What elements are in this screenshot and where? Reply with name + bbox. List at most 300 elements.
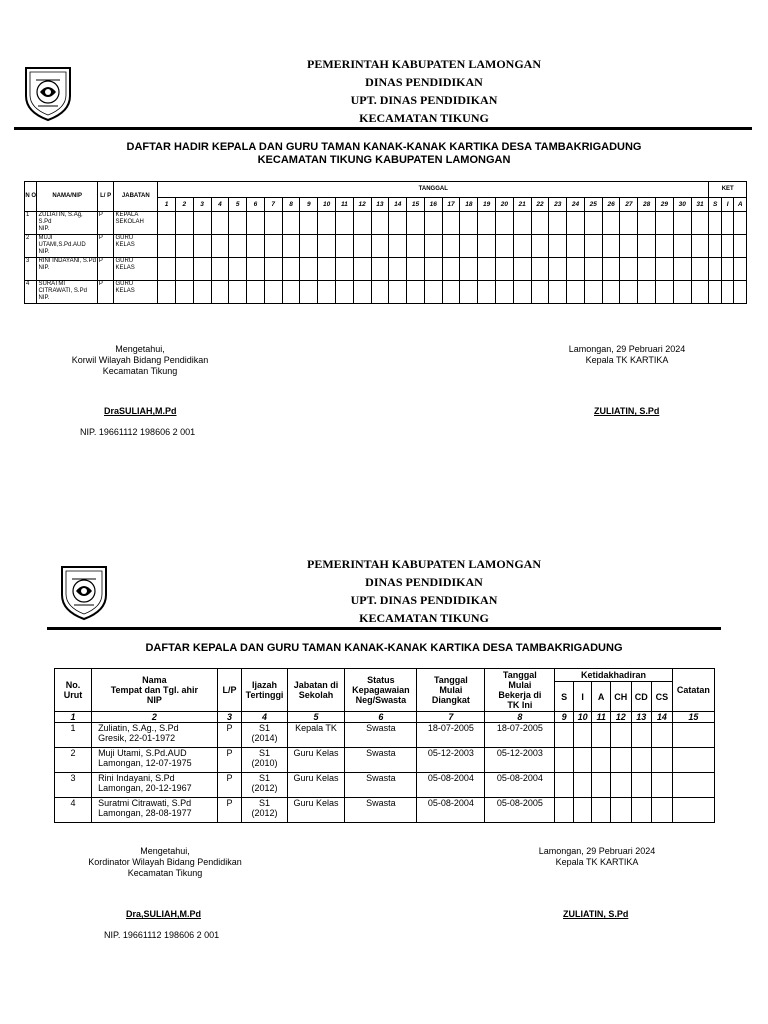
- attendance-cell[interactable]: [584, 212, 602, 235]
- attendance-cell[interactable]: [513, 281, 531, 304]
- letterhead: [0, 55, 768, 127]
- attendance-title-line-1: DAFTAR HADIR KEPALA DAN GURU TAMAN KANAK-KANAK KARTIKA DESA TAMBAKRIGADUNG: [126, 141, 642, 153]
- staff-nama-text: Muji Utami, S.Pd.AUD: [98, 748, 187, 758]
- attendance-cell[interactable]: [691, 235, 709, 258]
- attendance-cell[interactable]: [478, 281, 496, 304]
- attendance-cell[interactable]: [602, 212, 620, 235]
- attendance-cell[interactable]: [721, 281, 733, 304]
- row-no: 3: [25, 258, 37, 281]
- attendance-cell[interactable]: [175, 212, 193, 235]
- attendance-cell[interactable]: [247, 235, 265, 258]
- attendance-cell[interactable]: [478, 235, 496, 258]
- ket-s-header: S: [709, 198, 721, 212]
- attendance-cell[interactable]: [282, 258, 300, 281]
- attendance-cell[interactable]: [407, 235, 425, 258]
- attendance-cell[interactable]: [602, 281, 620, 304]
- attendance-cell[interactable]: [638, 212, 656, 235]
- attendance-cell[interactable]: [371, 281, 389, 304]
- attendance-cell[interactable]: [691, 258, 709, 281]
- attendance-cell[interactable]: [584, 235, 602, 258]
- day-header: 12: [353, 198, 371, 212]
- attendance-cell[interactable]: [531, 281, 549, 304]
- attendance-cell[interactable]: [229, 212, 247, 235]
- attendance-cell[interactable]: [211, 258, 229, 281]
- day-header: 1: [158, 198, 176, 212]
- letterhead-2-line-1: PEMERINTAH KABUPATEN LAMONGAN: [307, 557, 541, 571]
- s1-right-line-2: Kepala TK KARTIKA: [585, 355, 669, 365]
- staff-attendance-cell[interactable]: [555, 748, 574, 773]
- attendance-cell[interactable]: [442, 281, 460, 304]
- attendance-cell[interactable]: [567, 258, 585, 281]
- attendance-title-line-2: KECAMATAN TIKUNG KABUPATEN LAMONGAN: [257, 154, 511, 166]
- attendance-cell[interactable]: [709, 281, 721, 304]
- s2-left-signer: Dra,SULIAH,M.Pd: [126, 909, 202, 919]
- staff-tgl-bekerja: 05-08-2005: [485, 798, 555, 823]
- staff-attendance-cell[interactable]: [592, 798, 611, 823]
- attendance-cell[interactable]: [282, 281, 300, 304]
- day-header: 21: [513, 198, 531, 212]
- staff-attendance-cell[interactable]: [573, 748, 592, 773]
- attendance-row: [25, 212, 747, 235]
- staff-ttl: Gresik, 22-01-1972: [98, 733, 176, 743]
- staff-jabatan: Guru Kelas: [287, 748, 345, 773]
- col2-nama: Nama Tempat dan Tgl. ahir NIP: [92, 669, 218, 712]
- staff-row: [55, 748, 715, 773]
- staff-ijazah-level: S1: [259, 723, 271, 733]
- attendance-cell[interactable]: [353, 281, 371, 304]
- staff-attendance-cell[interactable]: [610, 748, 631, 773]
- row-nama: [37, 258, 97, 281]
- staff-ttl: Lamongan, 12-07-1975: [98, 758, 192, 768]
- column-number: 7: [417, 712, 485, 723]
- day-header: 3: [193, 198, 211, 212]
- row-jabatan-1: GURU: [115, 281, 134, 287]
- attendance-cell[interactable]: [318, 258, 336, 281]
- staff-ijazah: [242, 773, 287, 798]
- col-ket: KET: [709, 182, 747, 198]
- attendance-cell[interactable]: [211, 281, 229, 304]
- day-header: 17: [442, 198, 460, 212]
- attendance-cell[interactable]: [371, 235, 389, 258]
- attendance-cell[interactable]: [656, 235, 674, 258]
- attendance-cell[interactable]: [158, 212, 176, 235]
- staff-tgl-diangkat: 05-12-2003: [417, 748, 485, 773]
- attendance-cell[interactable]: [549, 281, 567, 304]
- attendance-cell[interactable]: [734, 212, 747, 235]
- row-nip: NIP.: [38, 265, 50, 271]
- staff-attendance-cell[interactable]: [592, 748, 611, 773]
- column-number: 9: [555, 712, 574, 723]
- day-header: 18: [460, 198, 478, 212]
- row-nip: NIP.: [38, 249, 50, 255]
- attendance-cell[interactable]: [584, 281, 602, 304]
- attendance-cell[interactable]: [721, 258, 733, 281]
- attendance-cell[interactable]: [478, 212, 496, 235]
- attendance-cell[interactable]: [513, 258, 531, 281]
- attendance-cell[interactable]: [721, 235, 733, 258]
- attendance-cell[interactable]: [709, 212, 721, 235]
- attendance-cell[interactable]: [549, 212, 567, 235]
- attendance-cell[interactable]: [353, 235, 371, 258]
- attendance-cell[interactable]: [229, 258, 247, 281]
- staff-attendance-cell[interactable]: [631, 773, 652, 798]
- attendance-cell[interactable]: [175, 281, 193, 304]
- ket-a-header: A: [734, 198, 747, 212]
- staff-nama: [92, 798, 218, 823]
- row-no: 4: [25, 281, 37, 304]
- attendance-cell[interactable]: [389, 281, 407, 304]
- attendance-cell[interactable]: [567, 212, 585, 235]
- staff-attendance-cell[interactable]: [610, 773, 631, 798]
- attendance-cell[interactable]: [424, 258, 442, 281]
- day-header: 10: [318, 198, 336, 212]
- row-jabatan-2: SEKOLAH: [115, 219, 144, 225]
- staff-attendance-cell[interactable]: [610, 723, 631, 748]
- row-jabatan: [114, 281, 158, 304]
- day-header: 14: [389, 198, 407, 212]
- attendance-cell[interactable]: [531, 258, 549, 281]
- staff-row: [55, 798, 715, 823]
- day-header: 24: [567, 198, 585, 212]
- staff-attendance-cell[interactable]: [631, 748, 652, 773]
- day-header: 19: [478, 198, 496, 212]
- attendance-cell[interactable]: [584, 258, 602, 281]
- day-header: 13: [371, 198, 389, 212]
- attendance-cell[interactable]: [734, 235, 747, 258]
- staff-status: Swasta: [345, 723, 417, 748]
- attendance-cell[interactable]: [691, 281, 709, 304]
- attendance-cell[interactable]: [193, 281, 211, 304]
- staff-attendance-cell[interactable]: [555, 798, 574, 823]
- staff-row: [55, 723, 715, 748]
- col2-ijazah: Ijazah Tertinggi: [242, 669, 287, 712]
- staff-ijazah: [242, 748, 287, 773]
- staff-attendance-cell[interactable]: [672, 723, 714, 748]
- staff-lp: P: [217, 798, 242, 823]
- row-jabatan-1: GURU: [115, 258, 134, 264]
- attendance-cell[interactable]: [264, 281, 282, 304]
- attendance-table: [24, 181, 747, 304]
- col2-jabatan: Jabatan di Sekolah: [287, 669, 345, 712]
- letterhead-rule-2: [47, 627, 721, 630]
- attendance-cell[interactable]: [264, 235, 282, 258]
- col2-ketidakhadiran: Ketidakhadiran: [555, 669, 672, 682]
- attendance-cell[interactable]: [318, 281, 336, 304]
- column-number-row: [55, 712, 715, 723]
- attendance-cell[interactable]: [549, 258, 567, 281]
- attendance-cell[interactable]: [407, 281, 425, 304]
- attendance-cell[interactable]: [460, 235, 478, 258]
- staff-ttl: Lamongan, 20-12-1967: [98, 783, 192, 793]
- attendance-cell[interactable]: [264, 258, 282, 281]
- attendance-cell[interactable]: [158, 258, 176, 281]
- staff-attendance-cell[interactable]: [631, 723, 652, 748]
- attendance-cell[interactable]: [193, 258, 211, 281]
- staff-nama: [92, 773, 218, 798]
- letterhead-line-3: UPT. DINAS PENDIDIKAN: [350, 93, 498, 107]
- attendance-cell[interactable]: [247, 281, 265, 304]
- staff-attendance-cell[interactable]: [555, 773, 574, 798]
- attendance-cell[interactable]: [335, 281, 353, 304]
- attendance-cell[interactable]: [300, 212, 318, 235]
- attendance-cell[interactable]: [193, 212, 211, 235]
- staff-attendance-cell[interactable]: [555, 723, 574, 748]
- attendance-cell[interactable]: [620, 212, 638, 235]
- day-header: 5: [229, 198, 247, 212]
- letterhead-line-1: PEMERINTAH KABUPATEN LAMONGAN: [307, 57, 541, 71]
- col2-tgl-diangkat: Tanggal Mulai Diangkat: [417, 669, 485, 712]
- day-header: 2: [175, 198, 193, 212]
- attendance-cell[interactable]: [531, 212, 549, 235]
- attendance-cell[interactable]: [734, 258, 747, 281]
- attendance-cell[interactable]: [353, 258, 371, 281]
- row-nama-text: ZULIATIN, S.Ag, S.Pd: [38, 212, 83, 225]
- attendance-cell[interactable]: [158, 281, 176, 304]
- col2-ch: CH: [610, 682, 631, 712]
- attendance-cell[interactable]: [567, 281, 585, 304]
- col2-no: No. Urut: [55, 669, 92, 712]
- row-nama: [37, 281, 97, 304]
- attendance-cell[interactable]: [734, 281, 747, 304]
- col2-s: S: [555, 682, 574, 712]
- staff-ijazah: [242, 723, 287, 748]
- attendance-cell[interactable]: [175, 258, 193, 281]
- attendance-cell[interactable]: [158, 235, 176, 258]
- attendance-cell[interactable]: [656, 212, 674, 235]
- attendance-cell[interactable]: [638, 281, 656, 304]
- attendance-cell[interactable]: [264, 212, 282, 235]
- staff-ijazah: [242, 798, 287, 823]
- s2-left-line-2: Kordinator Wilayah Bidang Pendidikan: [88, 857, 242, 867]
- letterhead-line-4: KECAMATAN TIKUNG: [359, 111, 489, 125]
- staff-attendance-cell[interactable]: [631, 798, 652, 823]
- attendance-cell[interactable]: [673, 281, 691, 304]
- attendance-cell[interactable]: [620, 258, 638, 281]
- column-number: 13: [631, 712, 652, 723]
- attendance-cell[interactable]: [335, 212, 353, 235]
- row-jabatan-1: KEPALA: [115, 212, 139, 218]
- staff-ijazah-year: (2014): [251, 733, 278, 743]
- attendance-cell[interactable]: [460, 212, 478, 235]
- attendance-cell[interactable]: [709, 235, 721, 258]
- staff-row: [55, 773, 715, 798]
- s1-right-signer: ZULIATIN, S.Pd: [594, 406, 660, 416]
- attendance-cell[interactable]: [247, 212, 265, 235]
- attendance-cell[interactable]: [282, 212, 300, 235]
- attendance-cell[interactable]: [193, 235, 211, 258]
- attendance-cell[interactable]: [442, 235, 460, 258]
- row-nip: NIP.: [38, 226, 50, 232]
- attendance-cell[interactable]: [247, 258, 265, 281]
- staff-attendance-cell[interactable]: [592, 773, 611, 798]
- staff-lp: P: [217, 748, 242, 773]
- attendance-cell[interactable]: [175, 235, 193, 258]
- attendance-cell[interactable]: [211, 235, 229, 258]
- attendance-cell[interactable]: [424, 235, 442, 258]
- staff-no: 3: [55, 773, 92, 798]
- day-header: 27: [620, 198, 638, 212]
- attendance-cell[interactable]: [460, 258, 478, 281]
- attendance-title: [0, 141, 768, 167]
- day-header: 16: [424, 198, 442, 212]
- attendance-cell[interactable]: [638, 235, 656, 258]
- letterhead-rule: [14, 127, 752, 130]
- attendance-cell[interactable]: [371, 258, 389, 281]
- day-header: 6: [247, 198, 265, 212]
- attendance-cell[interactable]: [211, 212, 229, 235]
- staff-attendance-cell[interactable]: [652, 723, 673, 748]
- day-header: 28: [638, 198, 656, 212]
- col2-cd: CD: [631, 682, 652, 712]
- s1-left-line-3: Kecamatan Tikung: [102, 366, 178, 376]
- attendance-cell[interactable]: [318, 212, 336, 235]
- s2-left-line-3: Kecamatan Tikung: [127, 868, 203, 878]
- col2-lp: L/P: [217, 669, 242, 712]
- attendance-cell[interactable]: [638, 258, 656, 281]
- column-number: 3: [217, 712, 242, 723]
- attendance-cell[interactable]: [335, 258, 353, 281]
- attendance-cell[interactable]: [442, 212, 460, 235]
- staff-table: [54, 668, 715, 823]
- s2-left-nip: NIP. 19661112 198606 2 001: [104, 930, 220, 940]
- staff-ijazah-level: S1: [259, 773, 271, 783]
- s2-right-line-2: Kepala TK KARTIKA: [555, 857, 639, 867]
- row-jabatan: [114, 258, 158, 281]
- col2-a: A: [592, 682, 611, 712]
- attendance-cell[interactable]: [496, 235, 514, 258]
- attendance-cell[interactable]: [442, 258, 460, 281]
- row-jabatan-2: KELAS: [115, 288, 135, 294]
- staff-ttl: Lamongan, 28-08-1977: [98, 808, 192, 818]
- row-jabatan-2: KELAS: [115, 265, 135, 271]
- staff-lp: P: [217, 723, 242, 748]
- staff-no: 1: [55, 723, 92, 748]
- column-number: 10: [573, 712, 592, 723]
- attendance-cell[interactable]: [478, 258, 496, 281]
- attendance-cell[interactable]: [673, 212, 691, 235]
- attendance-cell[interactable]: [229, 281, 247, 304]
- attendance-cell[interactable]: [691, 212, 709, 235]
- letterhead-2-line-2: DINAS PENDIDIKAN: [365, 575, 483, 589]
- column-number: 11: [592, 712, 611, 723]
- attendance-cell[interactable]: [300, 258, 318, 281]
- staff-attendance-cell[interactable]: [652, 748, 673, 773]
- staff-list-title: DAFTAR KEPALA DAN GURU TAMAN KANAK-KANAK KARTIKA DESA TAMBAKRIGADUNG: [145, 642, 623, 654]
- row-nama-text: SURATMI: [38, 281, 66, 287]
- attendance-cell[interactable]: [673, 258, 691, 281]
- row-jabatan: [114, 235, 158, 258]
- attendance-cell[interactable]: [300, 235, 318, 258]
- col2-i: I: [573, 682, 592, 712]
- attendance-cell[interactable]: [300, 281, 318, 304]
- attendance-cell[interactable]: [407, 212, 425, 235]
- staff-attendance-cell[interactable]: [672, 773, 714, 798]
- s1-left-sign: [60, 344, 220, 377]
- staff-attendance-cell[interactable]: [652, 773, 673, 798]
- attendance-cell[interactable]: [567, 235, 585, 258]
- row-nama: [37, 212, 97, 235]
- col2-status: Status Kepagawaian Neg/Swasta: [345, 669, 417, 712]
- attendance-cell[interactable]: [389, 235, 407, 258]
- staff-nama: [92, 748, 218, 773]
- staff-attendance-cell[interactable]: [652, 798, 673, 823]
- day-header: 25: [584, 198, 602, 212]
- day-header: 7: [264, 198, 282, 212]
- s2-right-line-1: Lamongan, 29 Pebruari 2024: [538, 846, 656, 856]
- column-number: 14: [652, 712, 673, 723]
- col2-tgl-bekerja: Tanggal Mulai Bekerja di TK Ini: [485, 669, 555, 712]
- staff-jabatan: Guru Kelas: [287, 798, 345, 823]
- staff-tgl-diangkat: 18-07-2005: [417, 723, 485, 748]
- attendance-cell[interactable]: [424, 212, 442, 235]
- attendance-cell[interactable]: [620, 235, 638, 258]
- staff-attendance-cell[interactable]: [573, 773, 592, 798]
- attendance-cell[interactable]: [602, 258, 620, 281]
- staff-attendance-cell[interactable]: [672, 748, 714, 773]
- attendance-cell[interactable]: [620, 281, 638, 304]
- row-nama-text: RINI INDAYANI, S.Pd: [38, 258, 96, 264]
- attendance-cell[interactable]: [496, 212, 514, 235]
- staff-jabatan: Guru Kelas: [287, 773, 345, 798]
- s2-left-line-1: Mengetahui,: [140, 846, 190, 856]
- attendance-cell[interactable]: [389, 212, 407, 235]
- attendance-cell[interactable]: [335, 235, 353, 258]
- staff-nama-text: Suratmi Citrawati, S.Pd: [98, 798, 192, 808]
- staff-attendance-cell[interactable]: [573, 798, 592, 823]
- staff-attendance-cell[interactable]: [592, 723, 611, 748]
- attendance-cell[interactable]: [709, 258, 721, 281]
- attendance-cell[interactable]: [389, 258, 407, 281]
- attendance-cell[interactable]: [353, 212, 371, 235]
- staff-attendance-cell[interactable]: [573, 723, 592, 748]
- col2-cs: CS: [652, 682, 673, 712]
- attendance-cell[interactable]: [407, 258, 425, 281]
- attendance-cell[interactable]: [460, 281, 478, 304]
- attendance-cell[interactable]: [496, 281, 514, 304]
- attendance-cell[interactable]: [282, 235, 300, 258]
- attendance-cell[interactable]: [318, 235, 336, 258]
- letterhead-2-line-3: UPT. DINAS PENDIDIKAN: [350, 593, 498, 607]
- staff-attendance-cell[interactable]: [610, 798, 631, 823]
- attendance-cell[interactable]: [656, 281, 674, 304]
- column-number: 4: [242, 712, 287, 723]
- row-lp: P: [97, 212, 114, 235]
- attendance-cell[interactable]: [602, 235, 620, 258]
- staff-tgl-diangkat: 05-08-2004: [417, 773, 485, 798]
- attendance-cell[interactable]: [531, 235, 549, 258]
- attendance-cell[interactable]: [371, 212, 389, 235]
- attendance-cell[interactable]: [656, 258, 674, 281]
- row-no: 2: [25, 235, 37, 258]
- attendance-cell[interactable]: [549, 235, 567, 258]
- day-header: 31: [691, 198, 709, 212]
- letterhead-2-line-4: KECAMATAN TIKUNG: [359, 611, 489, 625]
- attendance-cell[interactable]: [673, 235, 691, 258]
- staff-ijazah-level: S1: [259, 748, 271, 758]
- attendance-cell[interactable]: [496, 258, 514, 281]
- staff-ijazah-level: S1: [259, 798, 271, 808]
- attendance-cell[interactable]: [424, 281, 442, 304]
- staff-attendance-cell[interactable]: [672, 798, 714, 823]
- attendance-cell[interactable]: [513, 212, 531, 235]
- attendance-row: [25, 281, 747, 304]
- s1-left-signer: DraSULIAH,M.Pd: [104, 406, 177, 416]
- attendance-cell[interactable]: [229, 235, 247, 258]
- row-lp: P: [97, 281, 114, 304]
- attendance-cell[interactable]: [721, 212, 733, 235]
- attendance-cell[interactable]: [513, 235, 531, 258]
- s2-right-signer: ZULIATIN, S.Pd: [563, 909, 629, 919]
